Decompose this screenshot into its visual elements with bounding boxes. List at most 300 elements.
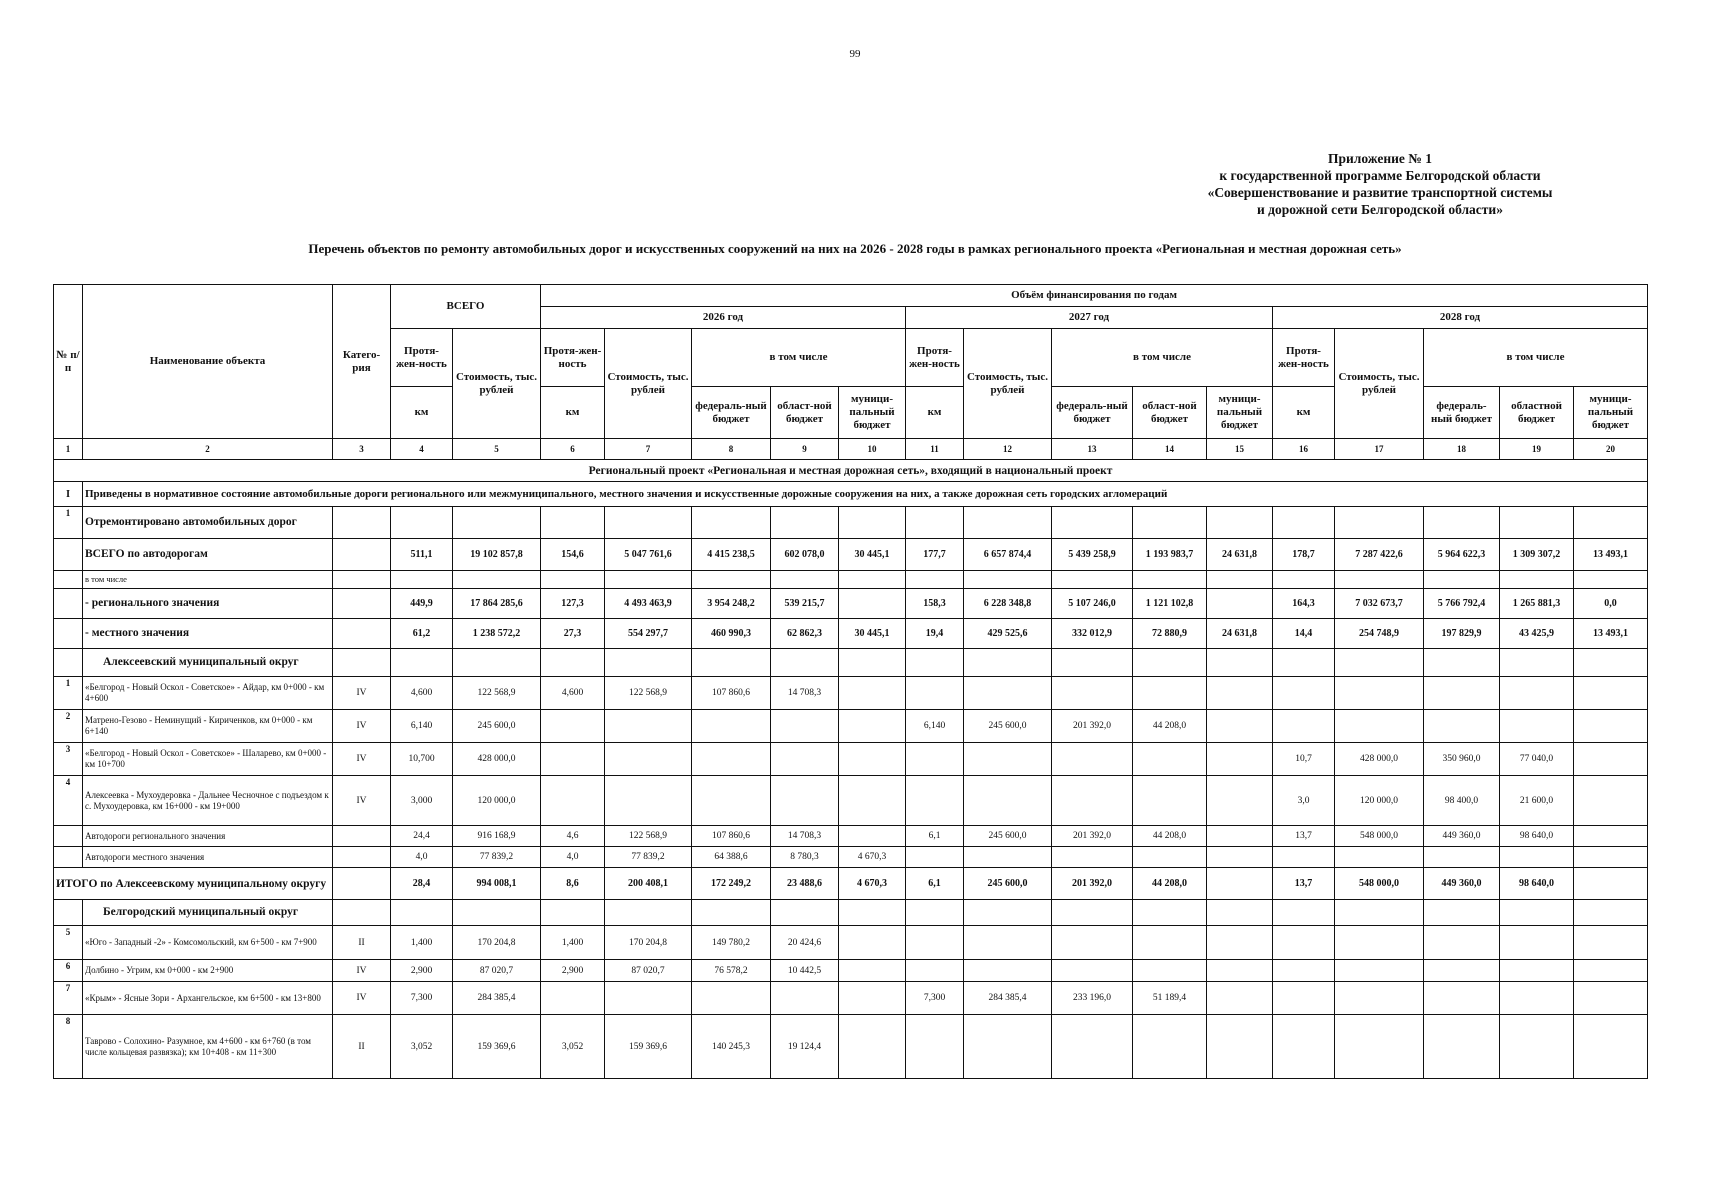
row-number	[54, 619, 83, 649]
value-cell: 350 960,0	[1424, 743, 1500, 776]
value-cell	[1574, 710, 1648, 743]
appendix-line-3: «Совершенствование и развитие транспортной системы	[1207, 185, 1553, 200]
value-cell: 62 862,3	[771, 619, 839, 649]
value-cell	[1207, 960, 1273, 982]
column-index-cell: 16	[1273, 439, 1335, 460]
value-cell: 30 445,1	[839, 619, 906, 649]
value-cell: 3,000	[391, 776, 453, 826]
value-cell	[1207, 677, 1273, 710]
column-index-cell: 19	[1500, 439, 1574, 460]
header-including: в том числе	[1424, 329, 1648, 387]
value-cell: 172 249,2	[692, 868, 771, 900]
summary-row	[54, 619, 1648, 649]
value-cell: 19 124,4	[771, 1015, 839, 1079]
value-cell	[1574, 649, 1648, 677]
header-year-2027: 2027 год	[906, 307, 1273, 329]
value-cell	[1424, 926, 1500, 960]
value-cell: 98 640,0	[1500, 826, 1574, 847]
table-row	[54, 926, 1648, 960]
value-cell	[605, 982, 692, 1015]
value-cell	[964, 847, 1052, 868]
header-municipal-budget: муници-пальный бюджет	[1574, 387, 1648, 439]
value-cell: 13,7	[1273, 826, 1335, 847]
value-cell	[839, 926, 906, 960]
value-cell: 64 388,6	[692, 847, 771, 868]
category-cell: IV	[333, 776, 391, 826]
value-cell: 2,900	[391, 960, 453, 982]
category-cell: IV	[333, 677, 391, 710]
column-index-cell: 6	[541, 439, 605, 460]
column-index-cell: 1	[54, 439, 83, 460]
value-cell	[906, 1015, 964, 1079]
value-cell	[839, 677, 906, 710]
value-cell: 61,2	[391, 619, 453, 649]
value-cell: 10,7	[1273, 743, 1335, 776]
value-cell	[839, 649, 906, 677]
header-regional-budget: област-ной бюджет	[771, 387, 839, 439]
value-cell: 5 439 258,9	[1052, 539, 1133, 571]
category-cell: II	[333, 926, 391, 960]
object-name: «Юго - Западный -2» - Комсомольский, км 6+500 - км 7+900	[83, 926, 333, 960]
value-cell: 197 829,9	[1424, 619, 1500, 649]
value-cell: 127,3	[541, 589, 605, 619]
value-cell	[1133, 677, 1207, 710]
row-number: 8	[54, 1015, 83, 1079]
value-cell: 4 670,3	[839, 868, 906, 900]
value-cell: 548 000,0	[1335, 826, 1424, 847]
value-cell	[541, 900, 605, 926]
value-cell: 5 964 622,3	[1424, 539, 1500, 571]
page-number: 99	[849, 48, 861, 60]
value-cell	[1574, 900, 1648, 926]
value-cell: 14 708,3	[771, 826, 839, 847]
object-name: «Белгород - Новый Оскол - Советское» - Шаларево, км 0+000 - км 10+700	[83, 743, 333, 776]
value-cell	[1273, 571, 1335, 589]
value-cell: 449,9	[391, 589, 453, 619]
value-cell: 14 708,3	[771, 677, 839, 710]
column-index-cell: 4	[391, 439, 453, 460]
value-cell	[1335, 1015, 1424, 1079]
appendix-line-2: к государственной программе Белгородской области	[1219, 168, 1541, 183]
value-cell	[1207, 982, 1273, 1015]
object-name: в том числе	[83, 571, 333, 589]
value-cell: 6,1	[906, 868, 964, 900]
value-cell: 554 297,7	[605, 619, 692, 649]
value-cell	[1207, 710, 1273, 743]
value-cell	[906, 649, 964, 677]
header-num: № п/п	[54, 285, 83, 439]
object-name: Автодороги местного значения	[83, 847, 333, 868]
value-cell: 19 102 857,8	[453, 539, 541, 571]
value-cell	[1335, 960, 1424, 982]
value-cell: 51 189,4	[1133, 982, 1207, 1015]
value-cell	[964, 1015, 1052, 1079]
value-cell	[771, 776, 839, 826]
value-cell: 170 204,8	[605, 926, 692, 960]
value-cell: 164,3	[1273, 589, 1335, 619]
value-cell: 1,400	[391, 926, 453, 960]
value-cell: 17 864 285,6	[453, 589, 541, 619]
value-cell: 10,700	[391, 743, 453, 776]
value-cell: 1 121 102,8	[1133, 589, 1207, 619]
value-cell: 4,600	[391, 677, 453, 710]
column-index-cell: 2	[83, 439, 333, 460]
column-index-cell: 3	[333, 439, 391, 460]
value-cell: 460 990,3	[692, 619, 771, 649]
header-category: Катего-рия	[333, 285, 391, 439]
value-cell: 149 780,2	[692, 926, 771, 960]
object-name: «Крым» - Ясные Зори - Архангельское, км 6+500 - км 13+800	[83, 982, 333, 1015]
value-cell	[391, 507, 453, 539]
value-cell	[839, 960, 906, 982]
value-cell	[1574, 960, 1648, 982]
header-municipal-budget: муници-пальный бюджет	[839, 387, 906, 439]
value-cell: 245 600,0	[453, 710, 541, 743]
category-cell	[333, 507, 391, 539]
value-cell	[1207, 571, 1273, 589]
object-name: Отремонтировано автомобильных дорог	[83, 507, 333, 539]
value-cell	[771, 710, 839, 743]
value-cell	[1424, 847, 1500, 868]
value-cell: 44 208,0	[1133, 826, 1207, 847]
value-cell	[1133, 743, 1207, 776]
value-cell	[391, 571, 453, 589]
value-cell	[692, 507, 771, 539]
column-index-cell: 8	[692, 439, 771, 460]
value-cell: 87 020,7	[453, 960, 541, 982]
value-cell	[1273, 507, 1335, 539]
value-cell: 28,4	[391, 868, 453, 900]
value-cell: 6 228 348,8	[964, 589, 1052, 619]
value-cell	[1052, 847, 1133, 868]
value-cell	[453, 649, 541, 677]
value-cell: 76 578,2	[692, 960, 771, 982]
value-cell: 4 415 238,5	[692, 539, 771, 571]
value-cell	[771, 900, 839, 926]
value-cell	[692, 776, 771, 826]
column-index-cell: 20	[1574, 439, 1648, 460]
project-section-row: Региональный проект «Региональная и местная дорожная сеть», входящий в национальный проект	[54, 460, 1648, 482]
header-regional-budget: област-ной бюджет	[1133, 387, 1207, 439]
table-row	[54, 1015, 1648, 1079]
value-cell: 201 392,0	[1052, 826, 1133, 847]
value-cell	[964, 926, 1052, 960]
summary-row	[54, 589, 1648, 619]
value-cell: 428 000,0	[453, 743, 541, 776]
value-cell: 7 287 422,6	[1335, 539, 1424, 571]
value-cell	[692, 710, 771, 743]
value-cell: 6 657 874,4	[964, 539, 1052, 571]
object-name: Таврово - Солохино- Разумное, км 4+600 - км 6+760 (в том числе кольцевая развязка); км 10+408 - км 11+300	[83, 1015, 333, 1079]
value-cell	[1574, 847, 1648, 868]
value-cell	[906, 776, 964, 826]
category-cell: IV	[333, 710, 391, 743]
value-cell	[692, 571, 771, 589]
value-cell	[1500, 900, 1574, 926]
value-cell: 154,6	[541, 539, 605, 571]
value-cell	[1500, 507, 1574, 539]
appendix-line-1: Приложение № 1	[1328, 151, 1432, 166]
value-cell: 8 780,3	[771, 847, 839, 868]
table-row	[54, 960, 1648, 982]
value-cell: 98 400,0	[1424, 776, 1500, 826]
value-cell	[1424, 507, 1500, 539]
value-cell: 122 568,9	[605, 677, 692, 710]
value-cell	[1052, 900, 1133, 926]
document-title: Перечень объектов по ремонту автомобильных дорог и искусственных сооружений на них на 2026 - 2028 годы в рамках регионального проекта «Региональная и местная дорожная сеть»	[308, 241, 1402, 256]
header-length: Протя-жен-ность	[906, 329, 964, 387]
category-cell: II	[333, 1015, 391, 1079]
object-name: «Белгород - Новый Оскол - Советское» - Айдар, км 0+000 - км 4+600	[83, 677, 333, 710]
header-federal-budget: федераль-ный бюджет	[1424, 387, 1500, 439]
category-cell	[333, 571, 391, 589]
value-cell	[1574, 926, 1648, 960]
value-cell	[1052, 776, 1133, 826]
value-cell	[541, 710, 605, 743]
header-federal-budget: федераль-ный бюджет	[1052, 387, 1133, 439]
value-cell	[1574, 1015, 1648, 1079]
value-cell	[1207, 826, 1273, 847]
value-cell	[771, 982, 839, 1015]
value-cell	[1052, 1015, 1133, 1079]
value-cell	[1052, 960, 1133, 982]
value-cell	[1335, 710, 1424, 743]
value-cell: 4,600	[541, 677, 605, 710]
value-cell: 7,300	[391, 982, 453, 1015]
value-cell: 140 245,3	[692, 1015, 771, 1079]
header-km: км	[906, 387, 964, 439]
value-cell: 332 012,9	[1052, 619, 1133, 649]
value-cell	[839, 776, 906, 826]
value-cell	[1133, 926, 1207, 960]
row-number	[54, 589, 83, 619]
value-cell: 4 670,3	[839, 847, 906, 868]
column-index-cell: 9	[771, 439, 839, 460]
value-cell	[1335, 507, 1424, 539]
value-cell: 159 369,6	[605, 1015, 692, 1079]
value-cell	[1424, 677, 1500, 710]
value-cell: 6,140	[391, 710, 453, 743]
value-cell	[1207, 743, 1273, 776]
value-cell	[1500, 710, 1574, 743]
value-cell: 120 000,0	[1335, 776, 1424, 826]
value-cell	[1335, 982, 1424, 1015]
value-cell	[1133, 571, 1207, 589]
row-number: 4	[54, 776, 83, 826]
value-cell: 428 000,0	[1335, 743, 1424, 776]
value-cell: 13 493,1	[1574, 619, 1648, 649]
value-cell	[1574, 982, 1648, 1015]
value-cell	[771, 743, 839, 776]
value-cell: 158,3	[906, 589, 964, 619]
value-cell	[1207, 589, 1273, 619]
header-funding: Объём финансирования по годам	[541, 285, 1648, 307]
district-total-row	[54, 847, 1648, 868]
value-cell	[1052, 507, 1133, 539]
value-cell	[1424, 960, 1500, 982]
value-cell: 120 000,0	[453, 776, 541, 826]
value-cell	[1500, 677, 1574, 710]
value-cell	[605, 649, 692, 677]
value-cell	[391, 900, 453, 926]
value-cell	[1207, 649, 1273, 677]
value-cell	[964, 677, 1052, 710]
district-heading-row	[54, 900, 1648, 926]
value-cell	[1424, 900, 1500, 926]
value-cell: 13,7	[1273, 868, 1335, 900]
value-cell: 1 193 983,7	[1133, 539, 1207, 571]
row-number	[54, 826, 83, 847]
value-cell: 539 215,7	[771, 589, 839, 619]
header-cost: Стоимость, тыс. рублей	[964, 329, 1052, 439]
value-cell	[605, 900, 692, 926]
value-cell: 20 424,6	[771, 926, 839, 960]
column-index-cell: 17	[1335, 439, 1424, 460]
header-km: км	[541, 387, 605, 439]
value-cell	[1273, 926, 1335, 960]
value-cell	[1574, 507, 1648, 539]
value-cell: 2,900	[541, 960, 605, 982]
object-name: Матрено-Гезово - Неминущий - Кириченков, км 0+000 - км 6+140	[83, 710, 333, 743]
value-cell: 254 748,9	[1335, 619, 1424, 649]
value-cell	[1273, 900, 1335, 926]
value-cell	[1052, 649, 1133, 677]
column-index-cell: 18	[1424, 439, 1500, 460]
table-row	[54, 776, 1648, 826]
value-cell: 429 525,6	[964, 619, 1052, 649]
value-cell: 4,0	[391, 847, 453, 868]
summary-row	[54, 539, 1648, 571]
value-cell: 107 860,6	[692, 677, 771, 710]
category-cell	[333, 619, 391, 649]
header-length: Протя-жен-ность	[391, 329, 453, 387]
value-cell	[906, 507, 964, 539]
value-cell	[1207, 776, 1273, 826]
value-cell	[1574, 677, 1648, 710]
value-cell	[1207, 926, 1273, 960]
object-name: Долбино - Угрим, км 0+000 - км 2+900	[83, 960, 333, 982]
value-cell	[1574, 571, 1648, 589]
value-cell: 24 631,8	[1207, 539, 1273, 571]
value-cell	[964, 507, 1052, 539]
value-cell	[1335, 677, 1424, 710]
object-name: Алексеевский муниципальный округ	[83, 649, 333, 677]
value-cell: 548 000,0	[1335, 868, 1424, 900]
value-cell	[1335, 649, 1424, 677]
row-number: 1	[54, 507, 83, 539]
value-cell: 4,0	[541, 847, 605, 868]
header-including: в том числе	[1052, 329, 1273, 387]
district-heading-row	[54, 649, 1648, 677]
value-cell: 21 600,0	[1500, 776, 1574, 826]
value-cell: 1 265 881,3	[1500, 589, 1574, 619]
value-cell	[605, 571, 692, 589]
value-cell	[541, 982, 605, 1015]
value-cell	[906, 571, 964, 589]
column-index-row-group	[54, 439, 1648, 460]
value-cell: 170 204,8	[453, 926, 541, 960]
value-cell	[453, 571, 541, 589]
column-index-cell: 14	[1133, 439, 1207, 460]
value-cell	[906, 743, 964, 776]
table-row	[54, 982, 1648, 1015]
category-cell: IV	[333, 982, 391, 1015]
value-cell	[541, 649, 605, 677]
object-name: ВСЕГО по автодорогам	[83, 539, 333, 571]
header-cost: Стоимость, тыс. рублей	[605, 329, 692, 439]
column-index-row	[54, 439, 1648, 460]
column-index-cell: 13	[1052, 439, 1133, 460]
value-cell: 4 493 463,9	[605, 589, 692, 619]
value-cell: 3,052	[391, 1015, 453, 1079]
value-cell	[1133, 649, 1207, 677]
value-cell	[964, 649, 1052, 677]
value-cell	[692, 982, 771, 1015]
column-index-cell: 12	[964, 439, 1052, 460]
column-index-cell: 5	[453, 439, 541, 460]
value-cell	[839, 571, 906, 589]
value-cell: 7,300	[906, 982, 964, 1015]
row-number: 3	[54, 743, 83, 776]
value-cell	[771, 571, 839, 589]
value-cell	[541, 743, 605, 776]
header-km: км	[391, 387, 453, 439]
value-cell: 6,140	[906, 710, 964, 743]
value-cell: 14,4	[1273, 619, 1335, 649]
row-number	[54, 571, 83, 589]
header-cost: Стоимость, тыс. рублей	[1335, 329, 1424, 439]
value-cell: 5 047 761,6	[605, 539, 692, 571]
value-cell	[906, 926, 964, 960]
column-index-cell: 7	[605, 439, 692, 460]
value-cell	[1424, 571, 1500, 589]
category-cell	[333, 847, 391, 868]
value-cell	[964, 900, 1052, 926]
table-row	[54, 743, 1648, 776]
value-cell	[1273, 677, 1335, 710]
value-cell	[839, 1015, 906, 1079]
summary-row	[54, 571, 1648, 589]
value-cell: 1,400	[541, 926, 605, 960]
value-cell: 449 360,0	[1424, 868, 1500, 900]
value-cell	[1133, 507, 1207, 539]
value-cell: 178,7	[1273, 539, 1335, 571]
category-cell	[333, 900, 391, 926]
value-cell	[839, 710, 906, 743]
value-cell: 77 839,2	[605, 847, 692, 868]
value-cell	[1273, 649, 1335, 677]
value-cell: 107 860,6	[692, 826, 771, 847]
value-cell: 19,4	[906, 619, 964, 649]
task-number: I	[54, 482, 83, 507]
value-cell	[1500, 847, 1574, 868]
category-cell	[333, 649, 391, 677]
category-cell	[333, 539, 391, 571]
value-cell: 3,052	[541, 1015, 605, 1079]
value-cell: 8,6	[541, 868, 605, 900]
value-cell: 43 425,9	[1500, 619, 1574, 649]
value-cell	[1424, 1015, 1500, 1079]
value-cell	[1424, 710, 1500, 743]
itogo-label: ИТОГО по Алексеевскому муниципальному округу	[54, 868, 333, 900]
value-cell: 511,1	[391, 539, 453, 571]
value-cell	[964, 571, 1052, 589]
value-cell: 602 078,0	[771, 539, 839, 571]
value-cell	[1052, 571, 1133, 589]
object-name: Автодороги регионального значения	[83, 826, 333, 847]
value-cell	[839, 900, 906, 926]
value-cell	[1207, 507, 1273, 539]
